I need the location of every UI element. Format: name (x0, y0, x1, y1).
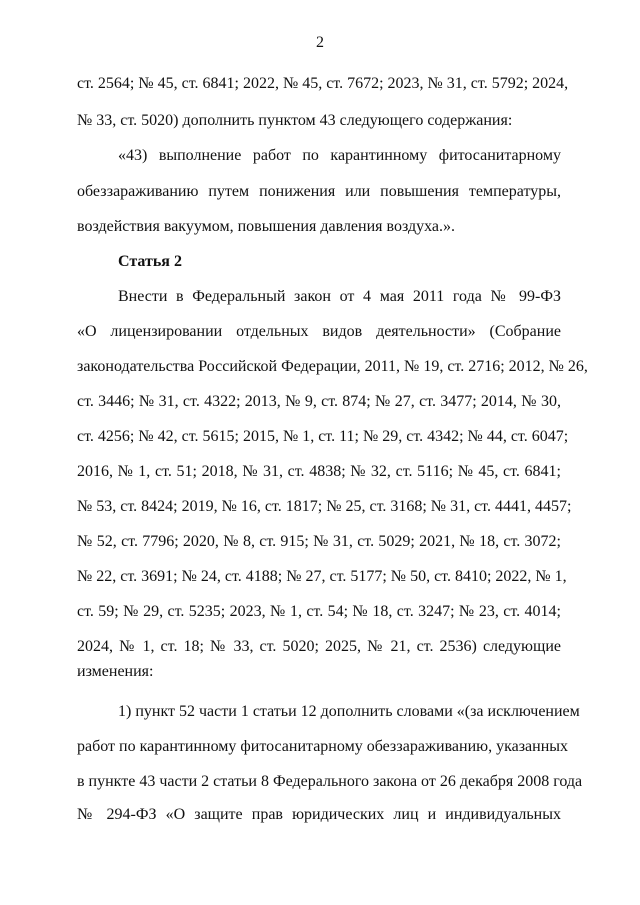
article-2-line-10: ст. 59; № 29, ст. 5235; 2023, № 1, ст. 54; № 18, ст. 3247; № 23, ст. 4014; (77, 603, 561, 620)
item-43-line-3: воздействия вакуумом, повышения давления воздуха.». (77, 218, 456, 235)
article-2-line-12: изменения: (77, 663, 154, 680)
article-2-line-4: ст. 3446; № 31, ст. 4322; 2013, № 9, ст. 874; № 27, ст. 3477; 2014, № 30, (77, 393, 561, 410)
change-1-line-2: работ по карантинному фитосанитарному обеззараживанию, указанных (77, 738, 569, 755)
item-43-line-1: «43) выполнение работ по карантинному фитосанитарному (118, 147, 561, 164)
item-43-line-2: обеззараживанию путем понижения или повышения температуры, (77, 183, 561, 200)
continuation-line-2: № 33, ст. 5020) дополнить пунктом 43 следующего содержания: (77, 112, 513, 129)
change-1-line-3: в пункте 43 части 2 статьи 8 Федерального закона от 26 декабря 2008 года (77, 773, 583, 790)
article-2-line-1: Внести в Федеральный закон от 4 мая 2011 года № 99-ФЗ (118, 288, 561, 305)
article-2-line-8: № 52, ст. 7796; 2020, № 8, ст. 915; № 31, ст. 5029; 2021, № 18, ст. 3072; (77, 533, 561, 550)
article-2-line-5: ст. 4256; № 42, ст. 5615; 2015, № 1, ст. 11; № 29, ст. 4342; № 44, ст. 6047; (77, 428, 569, 445)
continuation-line-1: ст. 2564; № 45, ст. 6841; 2022, № 45, ст. 7672; 2023, № 31, ст. 5792; 2024, (77, 75, 569, 92)
article-2-line-3: законодательства Российской Федерации, 2011, № 19, ст. 2716; 2012, № 26, (77, 358, 588, 375)
article-heading: Статья 2 (118, 253, 182, 270)
article-2-line-2: «О лицензировании отдельных видов деятельности» (Собрание (77, 323, 561, 340)
article-2-line-6: 2016, № 1, ст. 51; 2018, № 31, ст. 4838; № 32, ст. 5116; № 45, ст. 6841; (77, 463, 561, 480)
page-number: 2 (316, 34, 324, 51)
article-2-line-9: № 22, ст. 3691; № 24, ст. 4188; № 27, ст. 5177; № 50, ст. 8410; 2022, № 1, (77, 568, 567, 585)
article-2-line-11: 2024, № 1, ст. 18; № 33, ст. 5020; 2025, № 21, ст. 2536) следующие (77, 638, 561, 655)
change-1-line-4: № 294-ФЗ «О защите прав юридических лиц и индивидуальных (77, 806, 561, 823)
change-1-line-1: 1) пункт 52 части 1 статьи 12 дополнить словами «(за исключением (118, 703, 580, 720)
article-2-line-7: № 53, ст. 8424; 2019, № 16, ст. 1817; № 25, ст. 3168; № 31, ст. 4441, 4457; (77, 498, 572, 515)
